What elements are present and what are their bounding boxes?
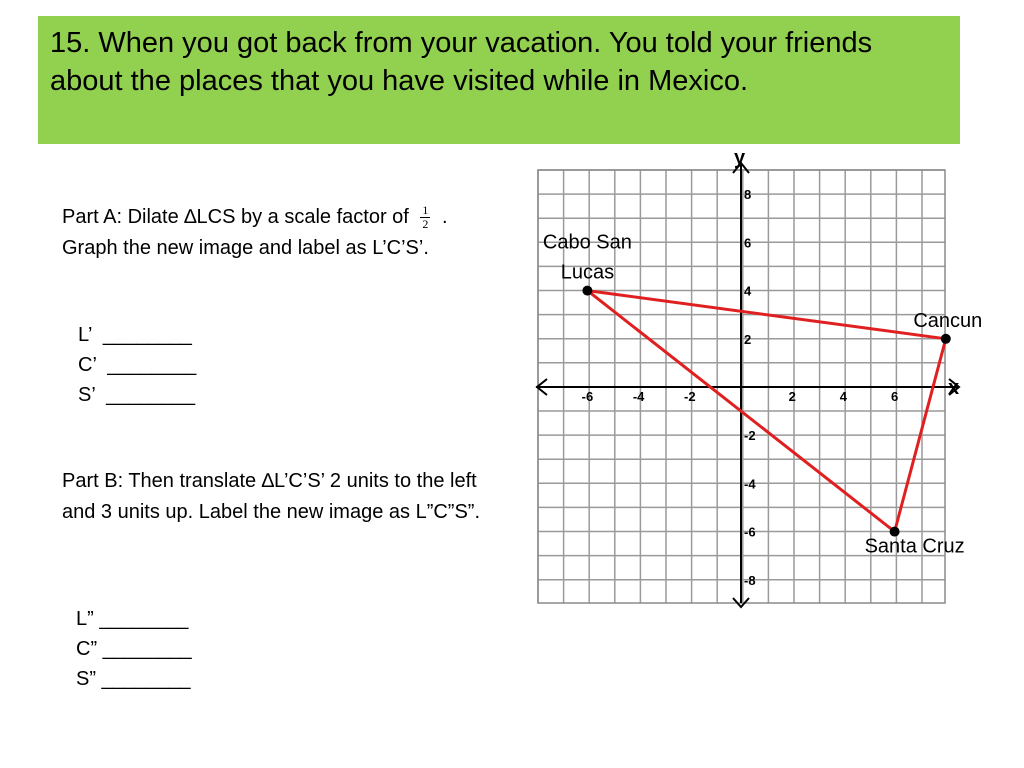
x-tick-label: -2 (684, 389, 696, 404)
vertex-label: Santa Cruz (864, 535, 965, 558)
vertex-label: Lucas (560, 261, 615, 284)
y-tick-label: 6 (744, 235, 752, 251)
vertex-point (582, 286, 592, 296)
y-tick-label: 8 (744, 187, 752, 203)
answer-s-double-prime[interactable]: S” ________ (76, 668, 191, 690)
x-tick-label: -6 (581, 389, 594, 404)
y-tick-label: -6 (744, 524, 756, 540)
question-title-text: 15. When you got back from your vacation. You told your friends about the places that you have visited while in Mexico. (50, 27, 873, 97)
vertex-point (941, 334, 951, 344)
answer-s-prime[interactable]: S’ ________ (78, 384, 196, 406)
part-b-text: Part B: Then translate ∆L’C’S’ 2 units to the left and 3 units up. Label the new image as L”C”S”. (62, 470, 481, 523)
x-axis-label: x (948, 377, 960, 399)
y-tick-label: -8 (744, 572, 756, 588)
answer-c-prime[interactable]: C’ ________ (78, 354, 197, 376)
y-tick-label: -4 (744, 476, 756, 492)
x-tick-label: -4 (632, 389, 645, 404)
vertex-label: Cancun (913, 309, 983, 332)
fraction-denominator: 2 (422, 217, 429, 232)
part-a-text-after: . Graph the new image and label as L’C’S’. (62, 206, 448, 259)
y-tick-label: -2 (744, 428, 756, 444)
x-tick-label: 2 (788, 389, 796, 404)
answer-l-double-prime[interactable]: L” ________ (76, 608, 189, 630)
answer-l-prime[interactable]: L’ ________ (78, 324, 192, 346)
y-tick-label: 2 (744, 331, 752, 347)
x-tick-label: 4 (839, 389, 848, 404)
vertex-label: Cabo San (542, 231, 632, 254)
y-tick-label: 4 (744, 283, 752, 299)
part-a-text-before: Part A: Dilate ∆LCS by a scale factor of (62, 206, 409, 228)
y-axis-label: y (734, 147, 746, 169)
answer-c-double-prime[interactable]: C” ________ (76, 638, 192, 660)
fraction-numerator: 1 (422, 203, 429, 218)
x-tick-label: 6 (890, 389, 899, 404)
